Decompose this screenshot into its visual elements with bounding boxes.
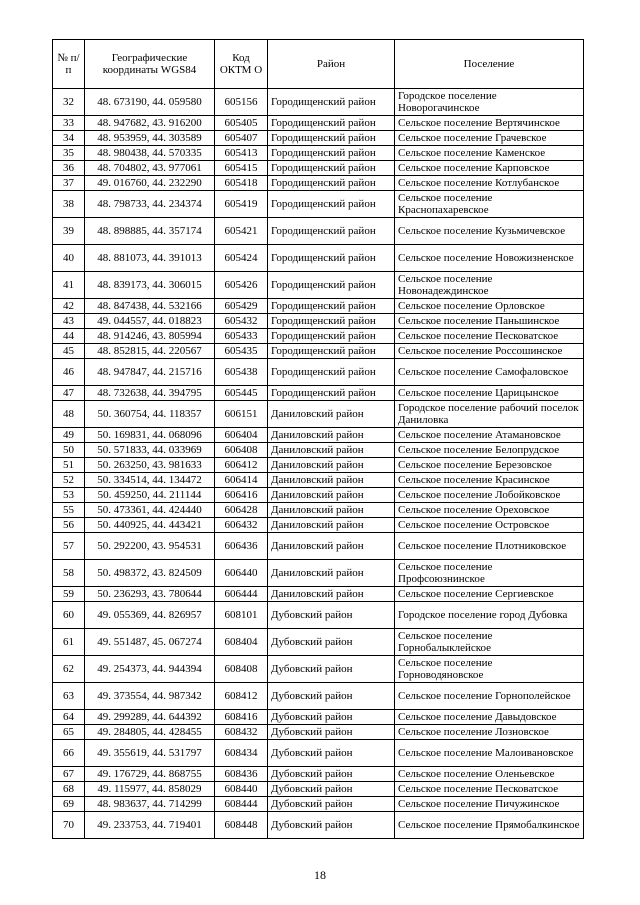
cell-settlement: Сельское поселение Паньшинское <box>395 314 584 329</box>
cell-coords: 50. 236293, 43. 780644 <box>85 587 215 602</box>
cell-num: 70 <box>53 812 85 839</box>
table-row <box>53 359 584 386</box>
cell-district: Даниловский район <box>268 560 395 587</box>
cell-coords: 48. 898885, 44. 357174 <box>85 218 215 245</box>
cell-district: Дубовский район <box>268 725 395 740</box>
cell-oktmo: 608101 <box>215 602 268 629</box>
cell-oktmo: 605415 <box>215 161 268 176</box>
table-row <box>53 161 584 176</box>
header-settlement: Поселение <box>395 40 584 89</box>
cell-oktmo: 605445 <box>215 386 268 401</box>
cell-coords: 50. 459250, 44. 211144 <box>85 488 215 503</box>
cell-settlement: Сельское поселение Новонадеждинское <box>395 272 584 299</box>
cell-district: Городищенский район <box>268 176 395 191</box>
cell-num: 45 <box>53 344 85 359</box>
cell-oktmo: 606412 <box>215 458 268 473</box>
cell-coords: 49. 355619, 44. 531797 <box>85 740 215 767</box>
cell-oktmo: 605413 <box>215 146 268 161</box>
cell-settlement: Сельское поселение Кузьмичевское <box>395 218 584 245</box>
cell-oktmo: 605432 <box>215 314 268 329</box>
cell-num: 58 <box>53 560 85 587</box>
cell-num: 39 <box>53 218 85 245</box>
cell-coords: 50. 169831, 44. 068096 <box>85 428 215 443</box>
cell-oktmo: 605435 <box>215 344 268 359</box>
cell-settlement: Сельское поселение Атамановское <box>395 428 584 443</box>
cell-settlement: Сельское поселение Давыдовское <box>395 710 584 725</box>
table-row <box>53 89 584 116</box>
cell-coords: 50. 334514, 44. 134472 <box>85 473 215 488</box>
cell-settlement: Сельское поселение Профсоюзнинское <box>395 560 584 587</box>
cell-oktmo: 608412 <box>215 683 268 710</box>
cell-coords: 48. 798733, 44. 234374 <box>85 191 215 218</box>
cell-coords: 48. 947847, 44. 215716 <box>85 359 215 386</box>
cell-coords: 48. 914246, 43. 805994 <box>85 329 215 344</box>
table-row <box>53 602 584 629</box>
cell-oktmo: 608434 <box>215 740 268 767</box>
cell-district: Городищенский район <box>268 161 395 176</box>
cell-settlement: Сельское поселение Красинское <box>395 473 584 488</box>
cell-num: 35 <box>53 146 85 161</box>
table-row <box>53 587 584 602</box>
cell-coords: 50. 571833, 44. 033969 <box>85 443 215 458</box>
cell-settlement: Сельское поселение Горноводяновское <box>395 656 584 683</box>
cell-settlement: Сельское поселение Песковатское <box>395 782 584 797</box>
cell-num: 43 <box>53 314 85 329</box>
cell-oktmo: 605407 <box>215 131 268 146</box>
cell-district: Даниловский район <box>268 458 395 473</box>
cell-num: 49 <box>53 428 85 443</box>
cell-coords: 48. 847438, 44. 532166 <box>85 299 215 314</box>
header-district: Район <box>268 40 395 89</box>
cell-district: Даниловский район <box>268 587 395 602</box>
cell-settlement: Сельское поселение Белопрудское <box>395 443 584 458</box>
cell-settlement: Сельское поселение Ореховское <box>395 503 584 518</box>
page-number: 18 <box>314 868 326 882</box>
cell-district: Городищенский район <box>268 386 395 401</box>
cell-oktmo: 605429 <box>215 299 268 314</box>
cell-settlement: Сельское поселение Лозновское <box>395 725 584 740</box>
settlements-table <box>52 39 584 839</box>
cell-oktmo: 608404 <box>215 629 268 656</box>
table-header-row <box>53 40 584 89</box>
cell-settlement: Сельское поселение Плотниковское <box>395 533 584 560</box>
cell-num: 42 <box>53 299 85 314</box>
cell-num: 32 <box>53 89 85 116</box>
cell-district: Дубовский район <box>268 767 395 782</box>
cell-oktmo: 608440 <box>215 782 268 797</box>
cell-district: Дубовский район <box>268 797 395 812</box>
cell-num: 41 <box>53 272 85 299</box>
cell-district: Даниловский район <box>268 473 395 488</box>
cell-district: Городищенский район <box>268 146 395 161</box>
cell-settlement: Сельское поселение Новожизненское <box>395 245 584 272</box>
cell-district: Городищенский район <box>268 218 395 245</box>
cell-num: 47 <box>53 386 85 401</box>
cell-coords: 48. 852815, 44. 220567 <box>85 344 215 359</box>
table-row <box>53 245 584 272</box>
cell-district: Городищенский район <box>268 314 395 329</box>
table-row <box>53 443 584 458</box>
cell-coords: 49. 284805, 44. 428455 <box>85 725 215 740</box>
cell-district: Дубовский район <box>268 629 395 656</box>
cell-oktmo: 608436 <box>215 767 268 782</box>
cell-district: Даниловский район <box>268 443 395 458</box>
table-row <box>53 767 584 782</box>
cell-num: 44 <box>53 329 85 344</box>
cell-settlement: Сельское поселение Березовское <box>395 458 584 473</box>
cell-district: Даниловский район <box>268 488 395 503</box>
cell-district: Дубовский район <box>268 710 395 725</box>
cell-district: Городищенский район <box>268 245 395 272</box>
table-row <box>53 386 584 401</box>
table-row <box>53 488 584 503</box>
cell-settlement: Сельское поселение Грачевское <box>395 131 584 146</box>
table-row <box>53 116 584 131</box>
cell-coords: 49. 233753, 44. 719401 <box>85 812 215 839</box>
header-num: № п/п <box>53 40 85 89</box>
cell-coords: 50. 440925, 44. 443421 <box>85 518 215 533</box>
header-oktmo: Код ОКТМ О <box>215 40 268 89</box>
table-row <box>53 533 584 560</box>
cell-coords: 50. 473361, 44. 424440 <box>85 503 215 518</box>
cell-oktmo: 606436 <box>215 533 268 560</box>
cell-oktmo: 605424 <box>215 245 268 272</box>
cell-num: 53 <box>53 488 85 503</box>
cell-district: Дубовский район <box>268 683 395 710</box>
cell-coords: 49. 254373, 44. 944394 <box>85 656 215 683</box>
cell-oktmo: 605421 <box>215 218 268 245</box>
cell-settlement: Сельское поселение Россошинское <box>395 344 584 359</box>
cell-settlement: Сельское поселение Прямобалкинское <box>395 812 584 839</box>
cell-district: Даниловский район <box>268 518 395 533</box>
cell-coords: 50. 360754, 44. 118357 <box>85 401 215 428</box>
cell-district: Дубовский район <box>268 602 395 629</box>
table-row <box>53 710 584 725</box>
cell-district: Дубовский район <box>268 782 395 797</box>
cell-num: 33 <box>53 116 85 131</box>
cell-oktmo: 606404 <box>215 428 268 443</box>
cell-num: 66 <box>53 740 85 767</box>
table-row <box>53 503 584 518</box>
table-row <box>53 299 584 314</box>
cell-num: 36 <box>53 161 85 176</box>
cell-settlement: Сельское поселение Пичужинское <box>395 797 584 812</box>
cell-coords: 48. 673190, 44. 059580 <box>85 89 215 116</box>
cell-oktmo: 608444 <box>215 797 268 812</box>
cell-coords: 48. 732638, 44. 394795 <box>85 386 215 401</box>
table-row <box>53 458 584 473</box>
cell-coords: 49. 044557, 44. 018823 <box>85 314 215 329</box>
cell-oktmo: 606151 <box>215 401 268 428</box>
cell-district: Даниловский район <box>268 428 395 443</box>
table-row <box>53 629 584 656</box>
cell-settlement: Сельское поселение Краснопахаревское <box>395 191 584 218</box>
cell-settlement: Сельское поселение Котлубанское <box>395 176 584 191</box>
cell-oktmo: 606432 <box>215 518 268 533</box>
cell-num: 55 <box>53 503 85 518</box>
cell-coords: 48. 704802, 43. 977061 <box>85 161 215 176</box>
cell-oktmo: 605419 <box>215 191 268 218</box>
cell-num: 67 <box>53 767 85 782</box>
cell-coords: 49. 373554, 44. 987342 <box>85 683 215 710</box>
cell-num: 68 <box>53 782 85 797</box>
cell-settlement: Сельское поселение Царицынское <box>395 386 584 401</box>
cell-num: 52 <box>53 473 85 488</box>
cell-oktmo: 605438 <box>215 359 268 386</box>
cell-num: 46 <box>53 359 85 386</box>
cell-oktmo: 608432 <box>215 725 268 740</box>
cell-oktmo: 605405 <box>215 116 268 131</box>
cell-coords: 48. 980438, 44. 570335 <box>85 146 215 161</box>
cell-oktmo: 606408 <box>215 443 268 458</box>
cell-coords: 48. 953959, 44. 303589 <box>85 131 215 146</box>
table-row <box>53 725 584 740</box>
cell-oktmo: 606414 <box>215 473 268 488</box>
cell-num: 61 <box>53 629 85 656</box>
cell-coords: 50. 498372, 43. 824509 <box>85 560 215 587</box>
cell-num: 40 <box>53 245 85 272</box>
cell-settlement: Сельское поселение Орловское <box>395 299 584 314</box>
cell-settlement: Сельское поселение Малоивановское <box>395 740 584 767</box>
table-row <box>53 812 584 839</box>
cell-district: Городищенский район <box>268 329 395 344</box>
table-row <box>53 314 584 329</box>
cell-settlement: Сельское поселение Островское <box>395 518 584 533</box>
cell-settlement: Сельское поселение Самофаловское <box>395 359 584 386</box>
cell-settlement: Городское поселение Новорогачинское <box>395 89 584 116</box>
cell-oktmo: 606444 <box>215 587 268 602</box>
table-row <box>53 473 584 488</box>
header-coords: Географические координаты WGS84 <box>85 40 215 89</box>
cell-coords: 48. 947682, 43. 916200 <box>85 116 215 131</box>
cell-district: Даниловский район <box>268 401 395 428</box>
cell-settlement: Сельское поселение Карповское <box>395 161 584 176</box>
cell-settlement: Сельское поселение Лобойковское <box>395 488 584 503</box>
cell-oktmo: 606440 <box>215 560 268 587</box>
cell-oktmo: 605156 <box>215 89 268 116</box>
table-row <box>53 656 584 683</box>
cell-district: Городищенский район <box>268 344 395 359</box>
cell-settlement: Сельское поселение Песковатское <box>395 329 584 344</box>
cell-district: Даниловский район <box>268 503 395 518</box>
cell-coords: 48. 881073, 44. 391013 <box>85 245 215 272</box>
cell-district: Дубовский район <box>268 740 395 767</box>
table-row <box>53 782 584 797</box>
cell-oktmo: 605433 <box>215 329 268 344</box>
cell-oktmo: 606428 <box>215 503 268 518</box>
table-row <box>53 191 584 218</box>
cell-district: Городищенский район <box>268 89 395 116</box>
cell-district: Городищенский район <box>268 272 395 299</box>
cell-district: Городищенский район <box>268 359 395 386</box>
table-row <box>53 131 584 146</box>
cell-oktmo: 608416 <box>215 710 268 725</box>
table-body <box>53 89 584 839</box>
cell-coords: 49. 115977, 44. 858029 <box>85 782 215 797</box>
cell-num: 57 <box>53 533 85 560</box>
cell-oktmo: 605426 <box>215 272 268 299</box>
cell-num: 63 <box>53 683 85 710</box>
cell-coords: 49. 551487, 45. 067274 <box>85 629 215 656</box>
cell-num: 48 <box>53 401 85 428</box>
cell-num: 64 <box>53 710 85 725</box>
table-row <box>53 401 584 428</box>
table-row <box>53 560 584 587</box>
cell-district: Даниловский район <box>268 533 395 560</box>
cell-num: 59 <box>53 587 85 602</box>
table-row <box>53 344 584 359</box>
cell-coords: 48. 839173, 44. 306015 <box>85 272 215 299</box>
table-row <box>53 683 584 710</box>
cell-coords: 49. 176729, 44. 868755 <box>85 767 215 782</box>
table-row <box>53 518 584 533</box>
cell-settlement: Сельское поселение Горнобалыклейское <box>395 629 584 656</box>
cell-district: Городищенский район <box>268 191 395 218</box>
cell-num: 69 <box>53 797 85 812</box>
cell-district: Городищенский район <box>268 131 395 146</box>
cell-settlement: Городское поселение город Дубовка <box>395 602 584 629</box>
cell-coords: 48. 983637, 44. 714299 <box>85 797 215 812</box>
cell-settlement: Городское поселение рабочий поселок Даниловка <box>395 401 584 428</box>
cell-district: Дубовский район <box>268 812 395 839</box>
table-row <box>53 218 584 245</box>
cell-district: Дубовский район <box>268 656 395 683</box>
cell-coords: 49. 016760, 44. 232290 <box>85 176 215 191</box>
cell-settlement: Сельское поселение Каменское <box>395 146 584 161</box>
cell-num: 56 <box>53 518 85 533</box>
table-row <box>53 329 584 344</box>
cell-district: Городищенский район <box>268 116 395 131</box>
table-row <box>53 428 584 443</box>
cell-num: 65 <box>53 725 85 740</box>
table-row <box>53 146 584 161</box>
table-row <box>53 176 584 191</box>
cell-num: 37 <box>53 176 85 191</box>
cell-coords: 49. 299289, 44. 644392 <box>85 710 215 725</box>
cell-district: Городищенский район <box>268 299 395 314</box>
cell-num: 62 <box>53 656 85 683</box>
cell-num: 51 <box>53 458 85 473</box>
cell-oktmo: 606416 <box>215 488 268 503</box>
cell-num: 38 <box>53 191 85 218</box>
cell-num: 50 <box>53 443 85 458</box>
cell-coords: 49. 055369, 44. 826957 <box>85 602 215 629</box>
cell-num: 34 <box>53 131 85 146</box>
cell-coords: 50. 263250, 43. 981633 <box>85 458 215 473</box>
cell-settlement: Сельское поселение Вертячинское <box>395 116 584 131</box>
table-row <box>53 740 584 767</box>
cell-oktmo: 608408 <box>215 656 268 683</box>
cell-settlement: Сельское поселение Горнополейское <box>395 683 584 710</box>
cell-settlement: Сельское поселение Оленьевское <box>395 767 584 782</box>
cell-settlement: Сельское поселение Сергиевское <box>395 587 584 602</box>
cell-oktmo: 605418 <box>215 176 268 191</box>
cell-coords: 50. 292200, 43. 954531 <box>85 533 215 560</box>
cell-num: 60 <box>53 602 85 629</box>
table-row <box>53 797 584 812</box>
table-row <box>53 272 584 299</box>
cell-oktmo: 608448 <box>215 812 268 839</box>
